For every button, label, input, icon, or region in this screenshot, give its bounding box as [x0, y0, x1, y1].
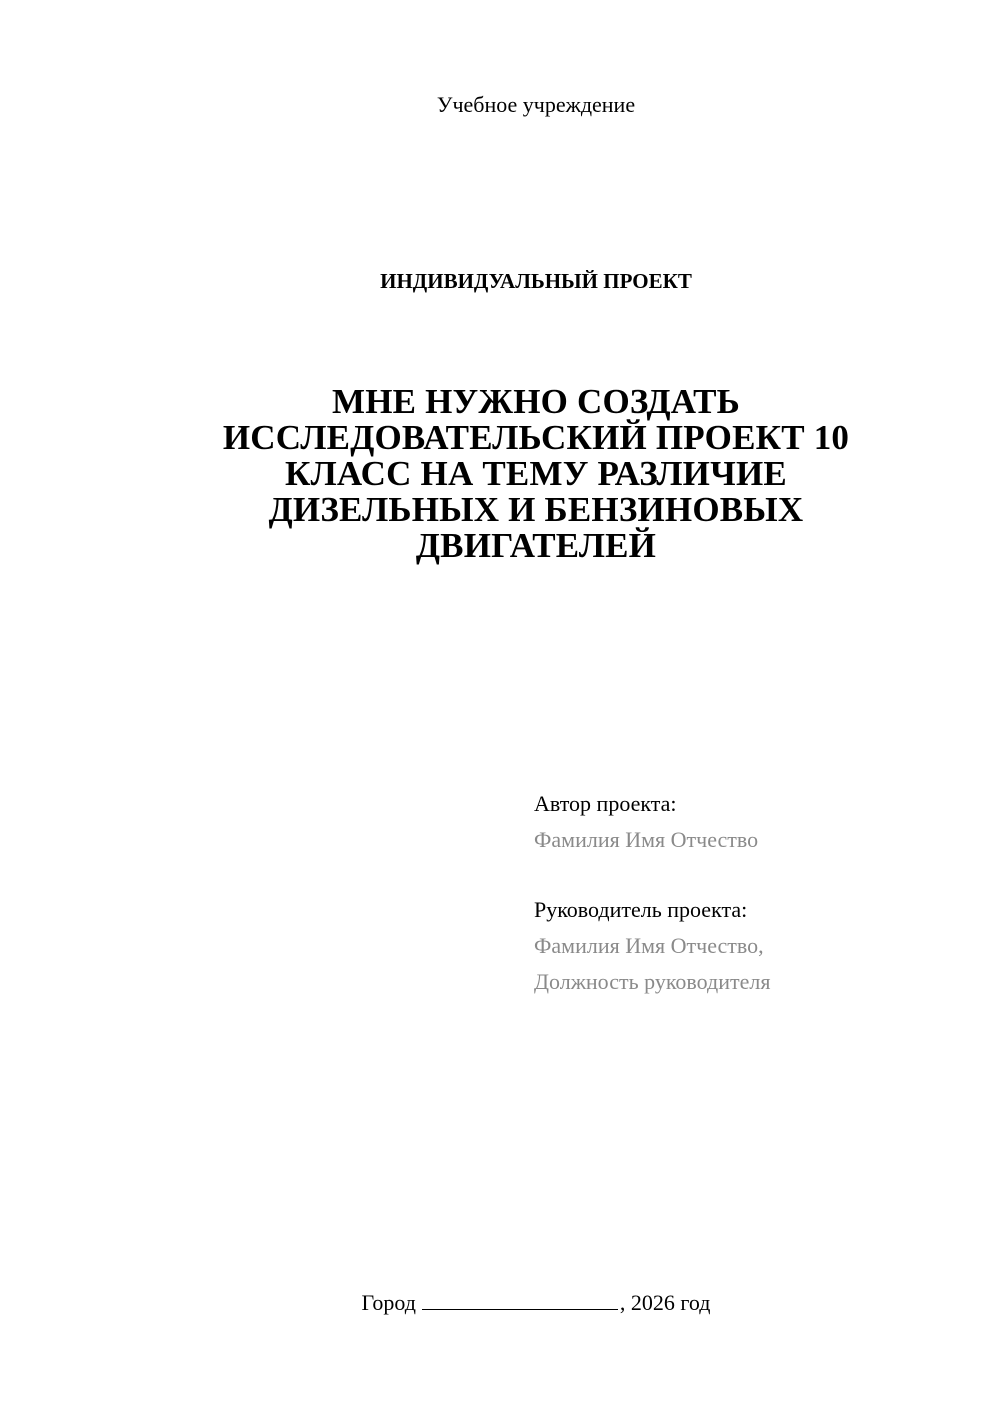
author-label: Автор проекта:: [534, 791, 677, 816]
supervisor-block: [534, 892, 974, 1000]
author-block: [534, 786, 974, 858]
project-title-line: ДВИГАТЕЛЕЙ: [415, 526, 657, 565]
project-title: [180, 384, 892, 564]
city-label: Город: [361, 1290, 416, 1315]
project-title-line: ИССЛЕДОВАТЕЛЬСКИЙ ПРОЕКТ 10: [222, 418, 850, 457]
city-year-line: [0, 1288, 1000, 1318]
supervisor-position-placeholder: Должность руководителя: [534, 969, 771, 994]
supervisor-label: Руководитель проекта:: [534, 897, 748, 922]
supervisor-name-placeholder: Фамилия Имя Отчество,: [534, 933, 764, 958]
document-type: ИНДИВИДУАЛЬНЫЙ ПРОЕКТ: [380, 269, 692, 293]
year-text: , 2026 год: [619, 1290, 711, 1315]
project-title-line: ДИЗЕЛЬНЫХ И БЕНЗИНОВЫХ: [268, 490, 804, 529]
author-name-placeholder: Фамилия Имя Отчество: [534, 827, 759, 852]
project-title-line: КЛАСС НА ТЕМУ РАЗЛИЧИЕ: [285, 454, 787, 493]
city-blank-line: [422, 1289, 618, 1310]
institution-name: Учебное учреждение: [436, 92, 636, 117]
project-title-line: МНЕ НУЖНО СОЗДАТЬ: [331, 382, 741, 421]
